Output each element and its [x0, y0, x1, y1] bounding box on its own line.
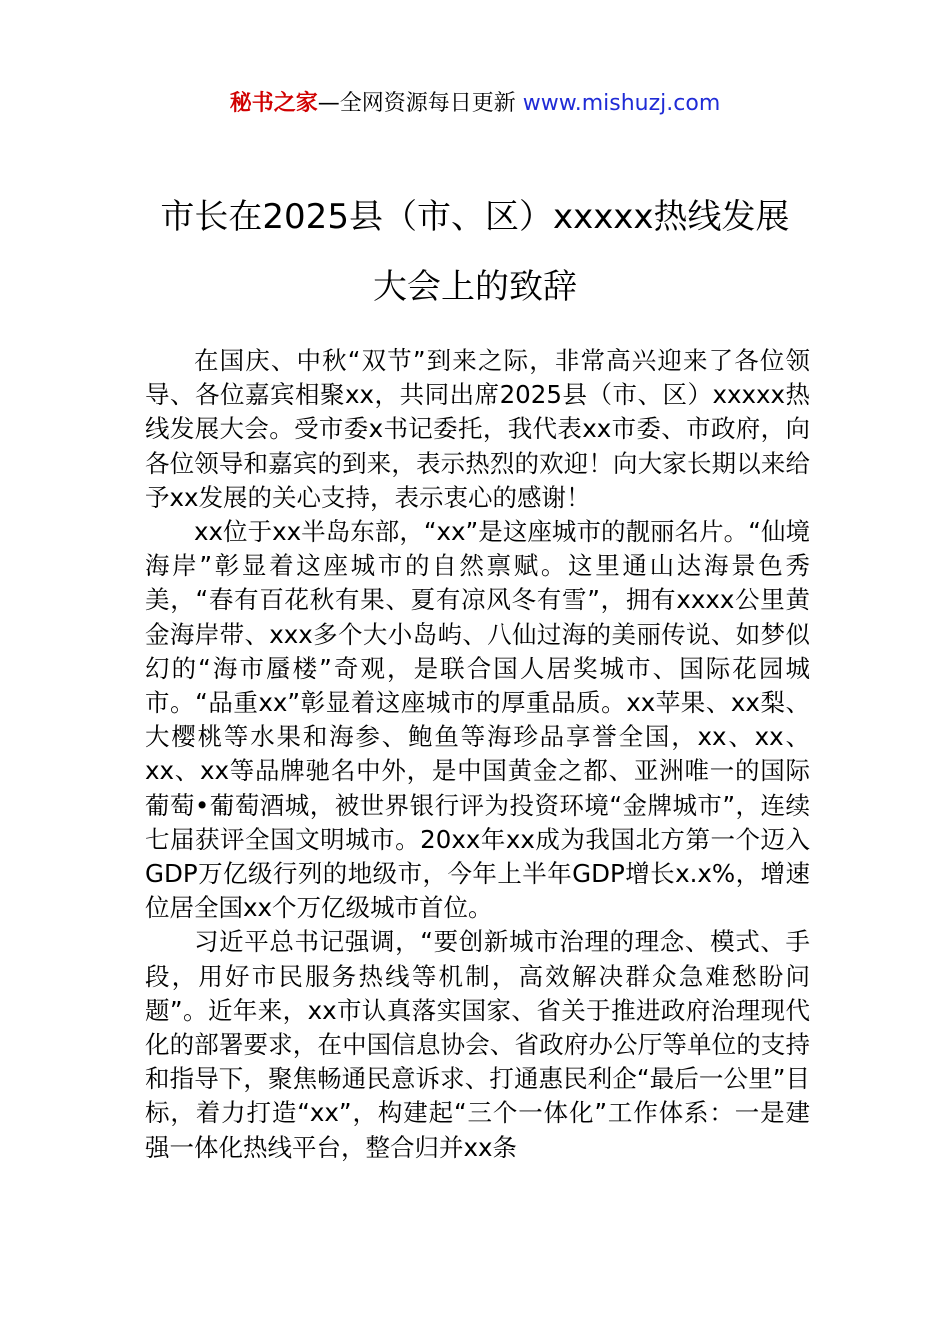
document-title	[100, 182, 850, 322]
site-url-link[interactable]: www.mishuzj.com	[522, 91, 721, 116]
brand-name: 秘书之家	[229, 91, 318, 116]
header-tagline: —全网资源每日更新	[317, 91, 523, 116]
body-paragraph: 在国庆、中秋“双节”到来之际，非常高兴迎来了各位领导、各位嘉宾相聚xx，共同出席2025县（市、区）xxxxx热线发展大会。受市委x书记委托，我代表xx市委、市政府，向各位领导和嘉宾的到来，表示热烈的欢迎！向大家长期以来给予xx发展的关心支持，表示衷心的感谢！	[145, 346, 810, 512]
title-line-2: 大会上的致辞	[373, 267, 577, 307]
document-body	[145, 344, 810, 1165]
site-header	[0, 88, 950, 120]
body-paragraph: xx位于xx半岛东部，“xx”是这座城市的靓丽名片。“仙境海岸”彰显着这座城市的自然禀赋。这里通山达海景色秀美，“春有百花秋有果、夏有凉风冬有雪”，拥有xxxx公里黄金海岸带、xxx多个大小岛屿、八仙过海的美丽传说、如梦似幻的“海市蜃楼”奇观，是联合国人居奖城市、国际花园城市。“品重xx”彰显着这座城市的厚重品质。xx苹果、xx梨、大樱桃等水果和海参、鲍鱼等海珍品享誉全国，xx、xx、xx、xx等品牌驰名中外，是中国黄金之都、亚洲唯一的国际葡萄•葡萄酒城，被世界银行评为投资环境“金牌城市”，连续七届获评全国文明城市。20xx年xx成为我国北方第一个迈入GDP万亿级行列的地级市，今年上半年GDP增长x.x%，增速位居全国xx个万亿级城市首位。	[145, 517, 810, 923]
body-paragraph: 习近平总书记强调，“要创新城市治理的理念、模式、手段，用好市民服务热线等机制，高效解决群众急难愁盼问题”。近年来，xx市认真落实国家、省关于推进政府治理现代化的部署要求，在中国信息协会、省政府办公厅等单位的支持和指导下，聚焦畅通民意诉求、打通惠民利企“最后一公里”目标，着力打造“xx”，构建起“三个一体化”工作体系：一是建强一体化热线平台，整合归并xx条	[145, 927, 810, 1162]
title-line-1: 市长在2025县（市、区）xxxxx热线发展	[160, 197, 790, 237]
